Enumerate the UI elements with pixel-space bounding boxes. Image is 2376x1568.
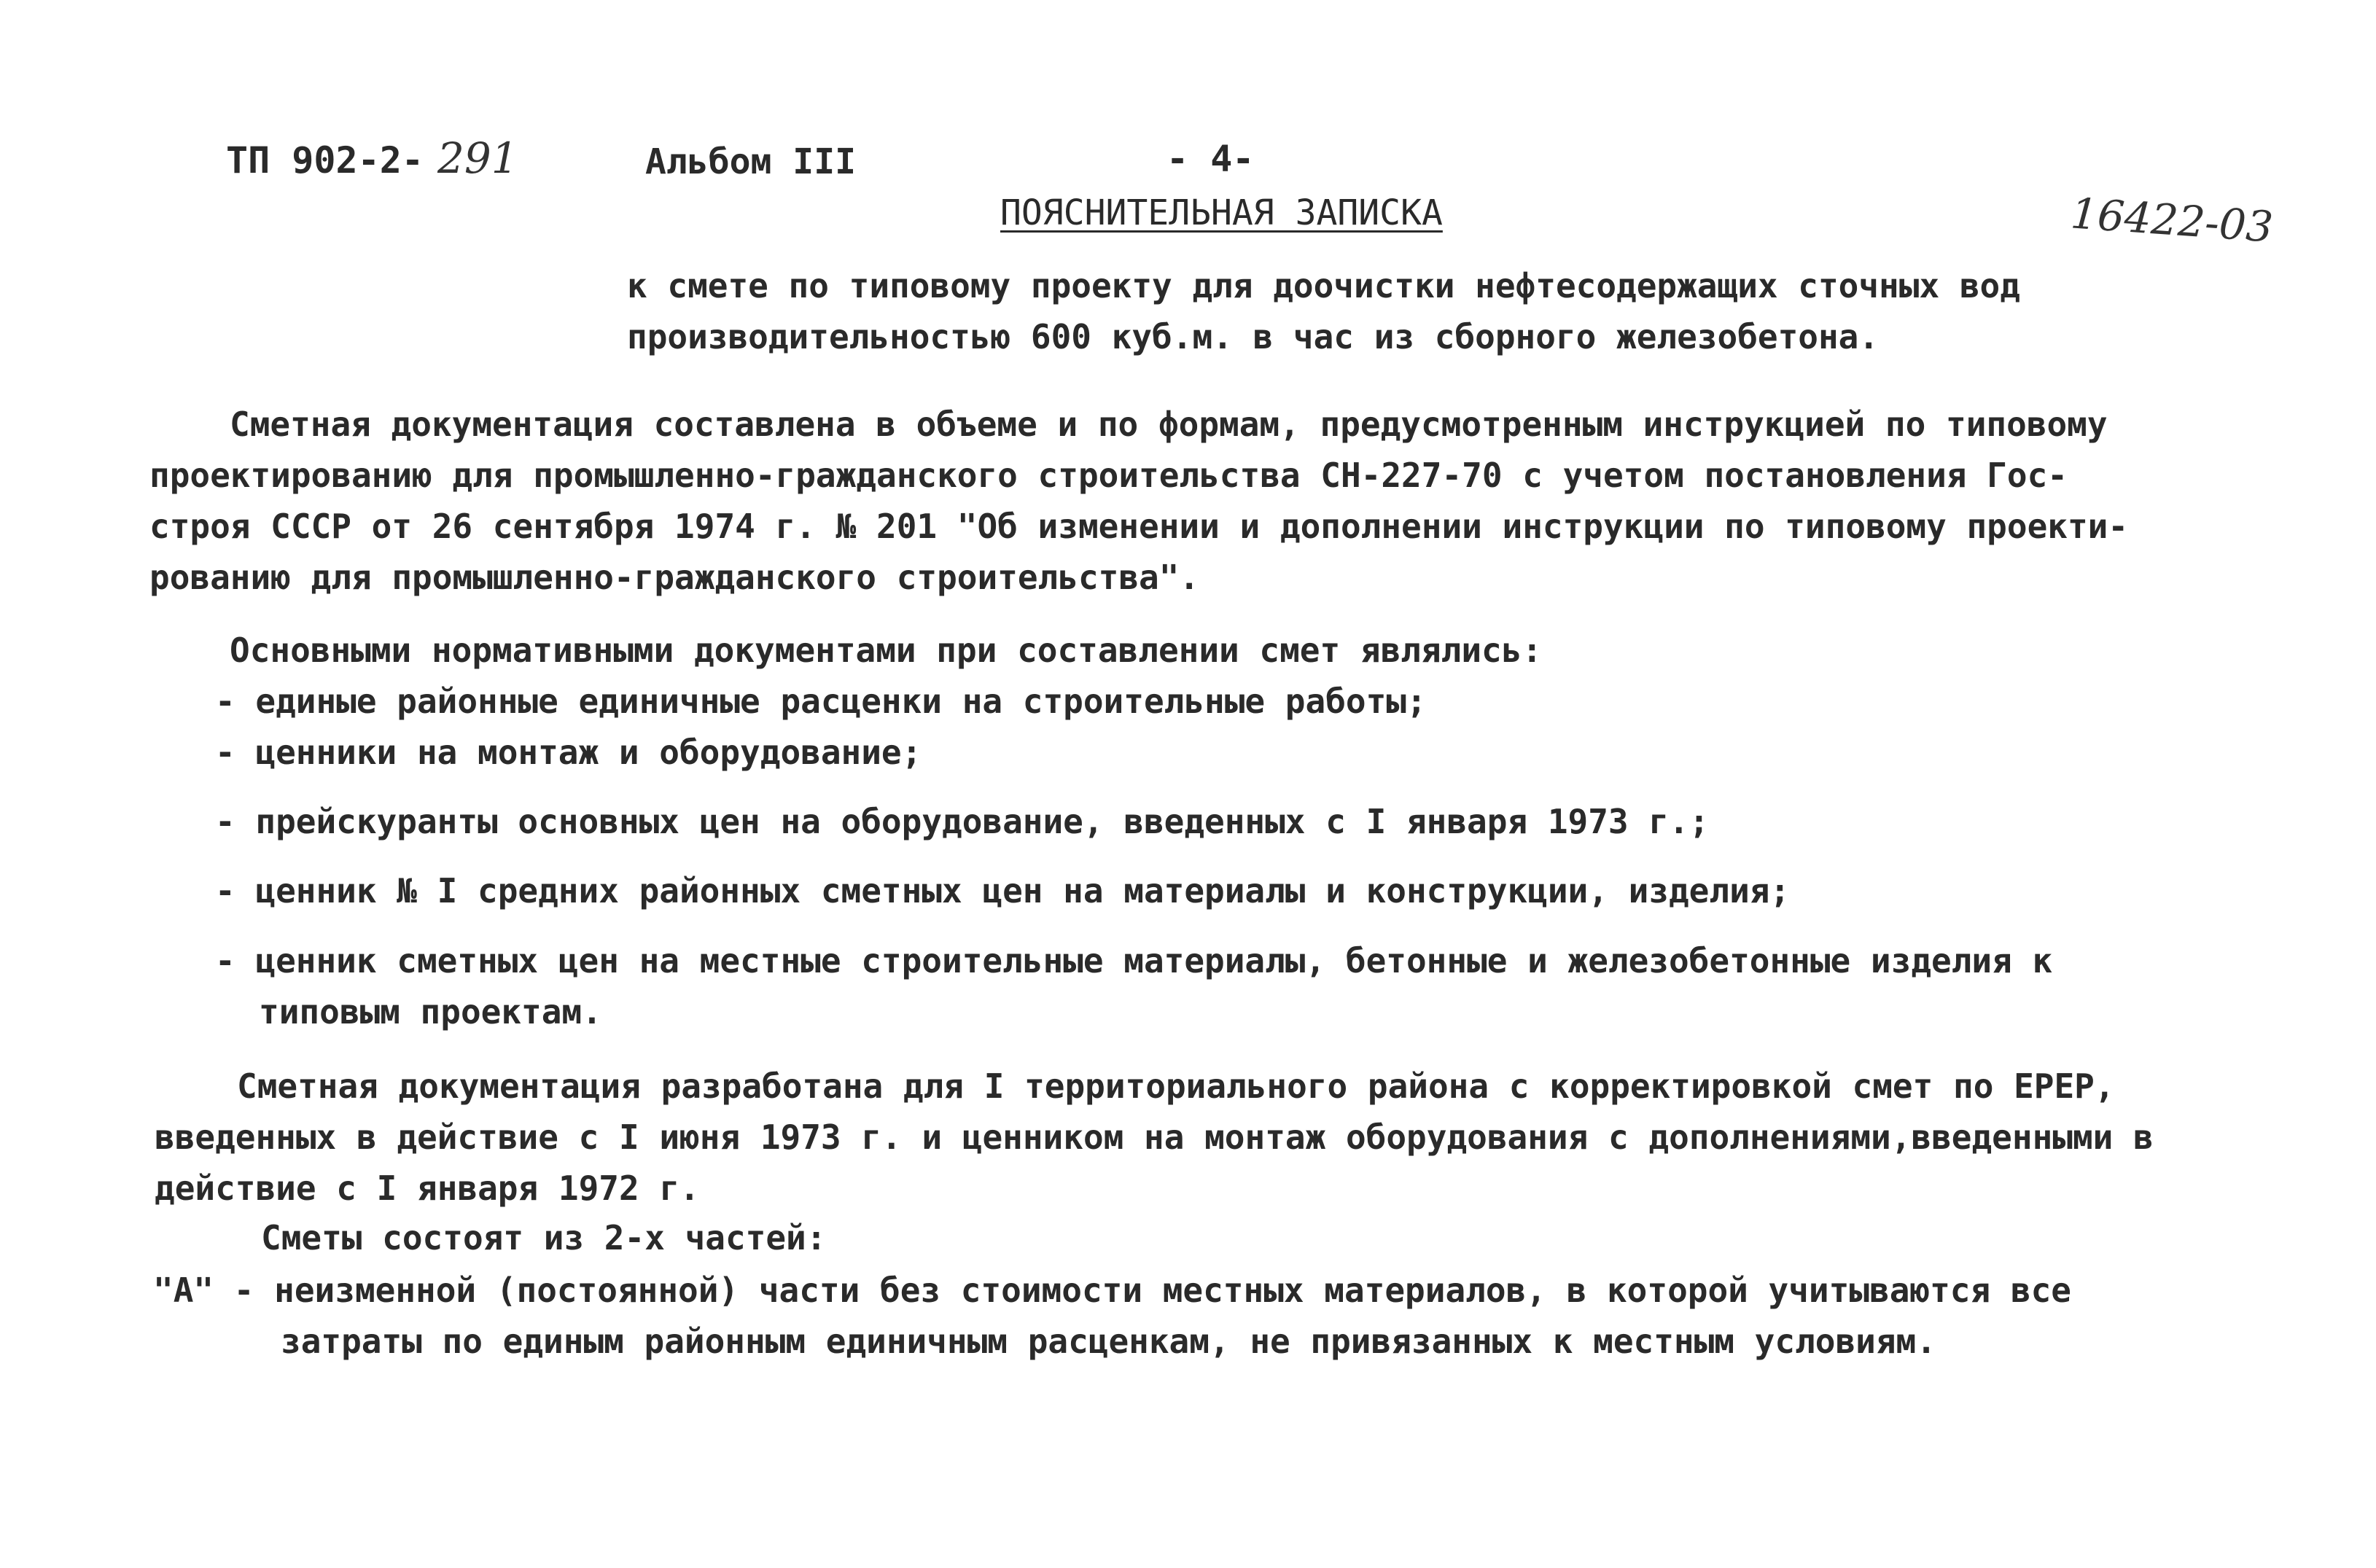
list-item-continuation: типовым проектам. [259, 992, 602, 1031]
page-number: - 4- [1166, 138, 1255, 180]
paragraph-3-line-1: Сметная документация разработана для I территориального района с корректировкой смет по ЕРЕР, [237, 1066, 2115, 1106]
document-title: ПОЯСНИТЕЛЬНАЯ ЗАПИСКА [1000, 192, 1443, 233]
title-subtitle-line-2: производительностью 600 куб.м. в час из сборного железобетона. [627, 317, 1880, 356]
paragraph-1-line-2: проектированию для промышленно-гражданского строительства СН-227-70 с учетом постановления Гос- [149, 456, 2068, 495]
project-number-handwritten: 291 [437, 133, 518, 183]
paragraph-3-line-2: введенных в действие с I июня 1973 г. и ценником на монтаж оборудования с дополнениями,введенными в [155, 1118, 2154, 1157]
paragraph-3-line-3: действие с I января 1972 г. [155, 1169, 700, 1208]
list-item: - ценники на монтаж и оборудование; [215, 733, 922, 772]
title-subtitle-line-1: к смете по типовому проекту для доочистки нефтесодержащих сточных вод [627, 266, 2020, 305]
list-item: - ценник сметных цен на местные строительные материалы, бетонные и железобетонные изделия к [215, 941, 2053, 980]
part-a-line-1: "А" - неизменной (постоянной) части без стоимости местных материалов, в которой учитываются все [153, 1271, 2071, 1310]
list-item: - единые районные единичные расценки на строительные работы; [215, 682, 1427, 721]
paragraph-1-line-3: строя СССР от 26 сентября 1974 г. № 201 "Об изменении и дополнении инструкции по типовому проекти- [149, 507, 2129, 546]
paragraph-1-line-4: рованию для промышленно-гражданского строительства". [149, 558, 1200, 597]
paragraph-4-intro: Сметы состоят из 2-х частей: [261, 1218, 827, 1257]
list-item: - прейскуранты основных цен на оборудование, введенных с I января 1973 г.; [215, 802, 1710, 841]
archive-number-handwritten: 16422-03 [2068, 188, 2275, 252]
part-a-line-2: затраты по единым районным единичным расценкам, не привязанных к местным условиям. [281, 1322, 1936, 1361]
album-label: Альбом III [645, 141, 856, 182]
paragraph-1-line-1: Сметная документация составлена в объеме и по формам, предусмотренным инструкцией по типовому [230, 405, 2108, 444]
list-item: - ценник № I средних районных сметных цен на материалы и конструкции, изделия; [215, 871, 1791, 910]
project-code: ТП 902-2- [226, 139, 424, 182]
paragraph-2-intro: Основными нормативными документами при составлении смет являлись: [230, 631, 1543, 670]
